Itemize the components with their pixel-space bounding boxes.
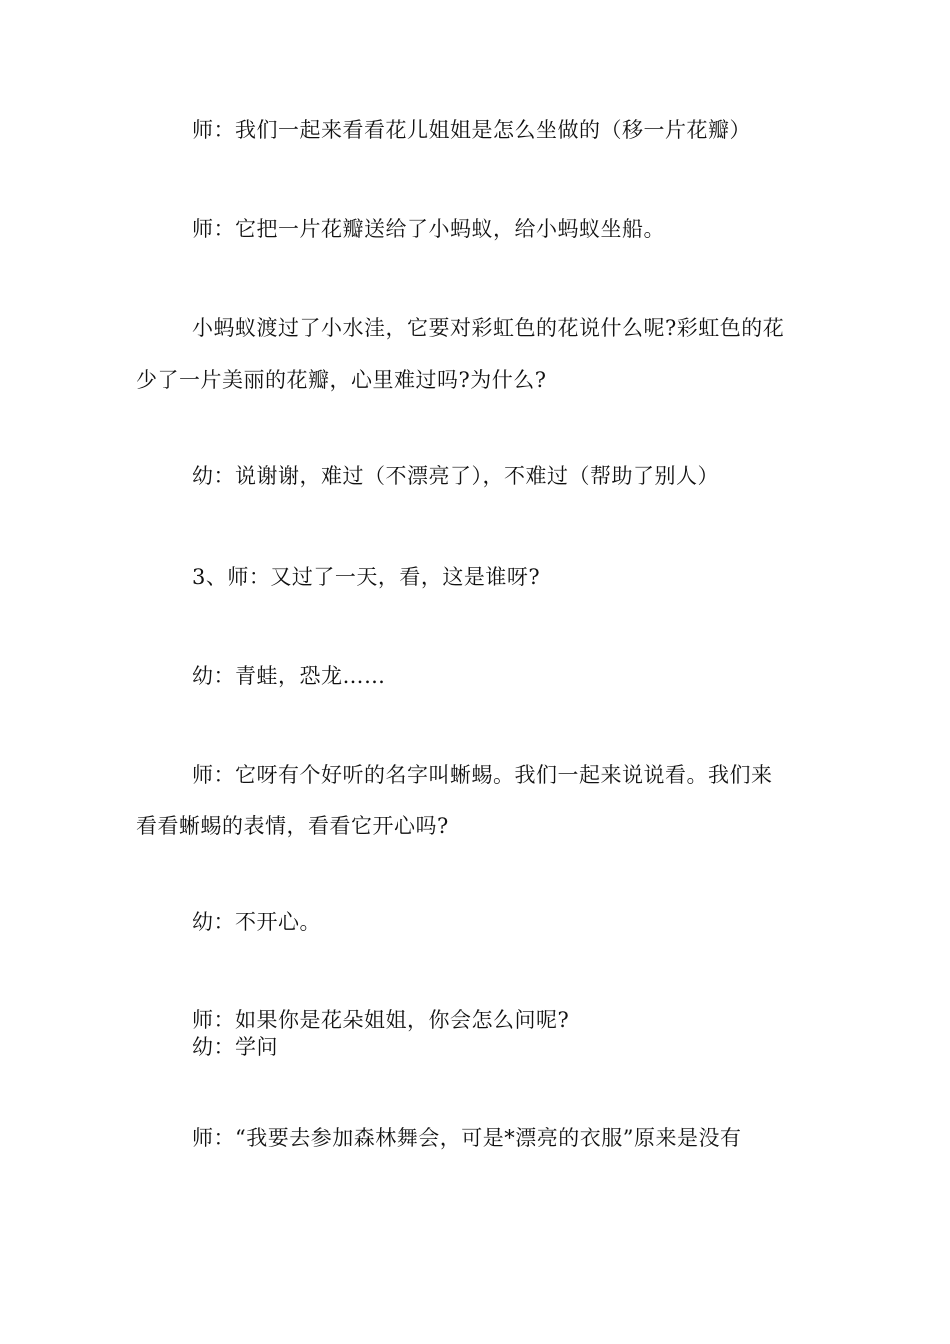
- paragraph-line: 幼：说谢谢，难过（不漂亮了），不难过（帮助了别人）: [192, 464, 719, 488]
- paragraph-line: 3、师：又过了一天，看，这是谁呀?: [192, 565, 541, 589]
- paragraph-line: 幼：不开心。: [192, 910, 321, 934]
- paragraph-line: 看看蜥蜴的表情，看看它开心吗?: [136, 814, 449, 838]
- paragraph-line: 幼：学问: [192, 1035, 278, 1059]
- paragraph-line: 师：“我要去参加森林舞会，可是*漂亮的衣服”原来是没有: [192, 1126, 742, 1150]
- paragraph-line: 小蚂蚁渡过了小水洼，它要对彩虹色的花说什么呢?彩虹色的花: [192, 316, 785, 340]
- paragraph-line: 幼：青蛙，恐龙……: [192, 664, 386, 688]
- paragraph-line: 少了一片美丽的花瓣，心里难过吗?为什么?: [136, 368, 547, 392]
- paragraph-line: 师：我们一起来看看花儿姐姐是怎么坐做的（移一片花瓣）: [192, 118, 751, 142]
- paragraph-line: 师：它呀有个好听的名字叫蜥蜴。我们一起来说说看。我们来: [192, 763, 773, 787]
- paragraph-line: 师：如果你是花朵姐姐，你会怎么问呢?: [192, 1008, 570, 1032]
- paragraph-line: 师：它把一片花瓣送给了小蚂蚁，给小蚂蚁坐船。: [192, 217, 665, 241]
